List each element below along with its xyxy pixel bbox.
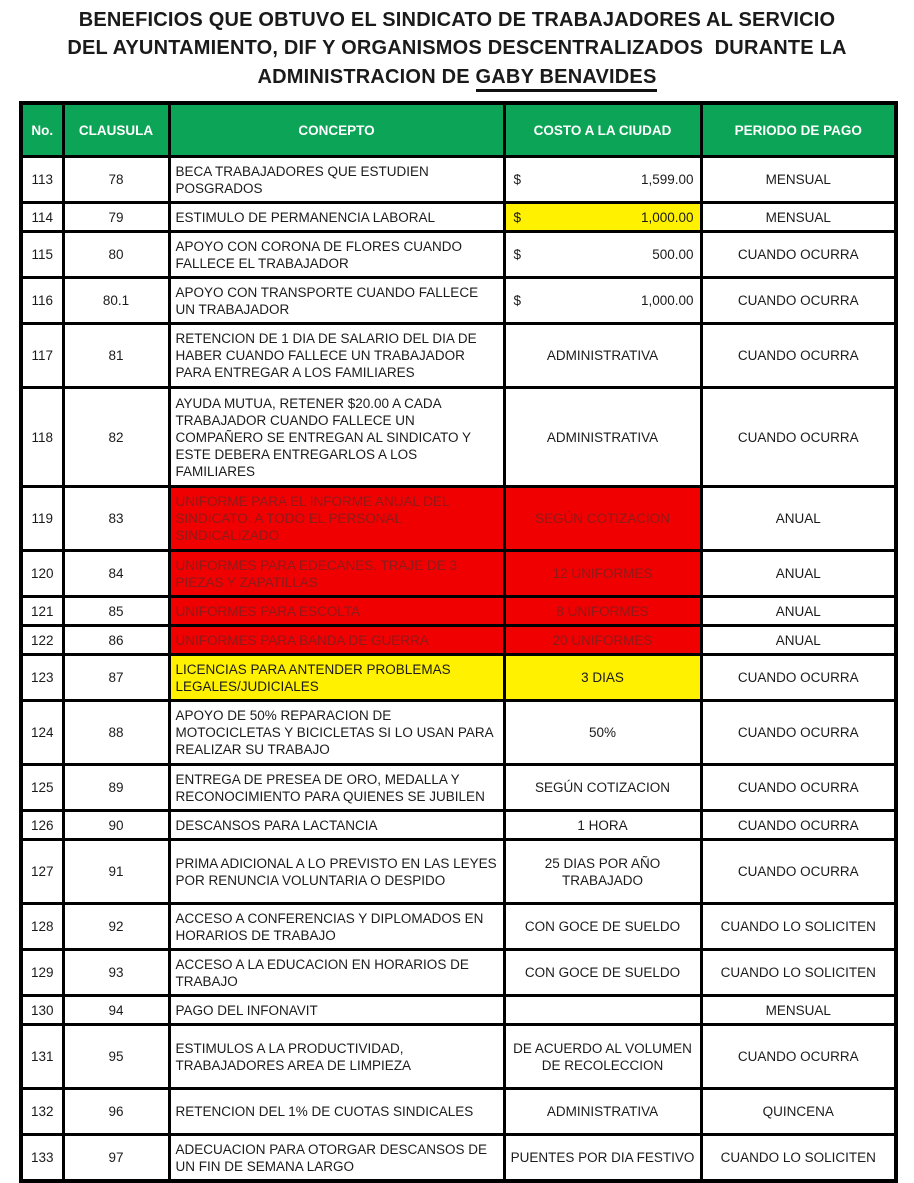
amount-value: 1,000.00 bbox=[640, 209, 694, 225]
benefits-table bbox=[19, 101, 898, 1183]
table-row bbox=[21, 487, 896, 551]
cell-no: 116 bbox=[21, 278, 63, 324]
cell-periodo: CUANDO OCURRA bbox=[701, 765, 896, 811]
table-row bbox=[21, 1089, 896, 1135]
cell-costo: 12 UNIFORMES bbox=[504, 551, 701, 597]
cell-clausula: 89 bbox=[63, 765, 169, 811]
cell-periodo: CUANDO OCURRA bbox=[701, 811, 896, 840]
cell-periodo: CUANDO LO SOLICITEN bbox=[701, 950, 896, 996]
table-row bbox=[21, 1135, 896, 1182]
cell-no: 125 bbox=[21, 765, 63, 811]
cell-no: 121 bbox=[21, 597, 63, 626]
cell-periodo: QUINCENA bbox=[701, 1089, 896, 1135]
table-row bbox=[21, 551, 896, 597]
table-row bbox=[21, 203, 896, 232]
cell-clausula: 93 bbox=[63, 950, 169, 996]
header-costo: COSTO A LA CIUDAD bbox=[504, 103, 701, 157]
cell-costo: SEGÚN COTIZACION bbox=[504, 765, 701, 811]
header-row bbox=[21, 103, 896, 157]
cell-clausula: 90 bbox=[63, 811, 169, 840]
cell-clausula: 94 bbox=[63, 996, 169, 1025]
cell-concepto: ADECUACION PARA OTORGAR DESCANSOS DE UN FIN DE SEMANA LARGO bbox=[169, 1135, 504, 1182]
cell-periodo: CUANDO OCURRA bbox=[701, 1025, 896, 1089]
table-body bbox=[21, 157, 896, 1182]
table-row bbox=[21, 655, 896, 701]
cell-clausula: 86 bbox=[63, 626, 169, 655]
title-line-3-prefix: ADMINISTRACION DE bbox=[257, 65, 476, 88]
cell-concepto: APOYO DE 50% REPARACION DE MOTOCICLETAS Y BICICLETAS SI LO USAN PARA REALIZAR SU TRABAJO bbox=[169, 701, 504, 765]
cell-no: 123 bbox=[21, 655, 63, 701]
cell-clausula: 85 bbox=[63, 597, 169, 626]
currency-symbol: $ bbox=[513, 172, 522, 188]
cell-periodo: CUANDO OCURRA bbox=[701, 388, 896, 487]
cell-costo: DE ACUERDO AL VOLUMEN DE RECOLECCION bbox=[504, 1025, 701, 1089]
cell-clausula: 91 bbox=[63, 840, 169, 904]
cell-no: 127 bbox=[21, 840, 63, 904]
table-row bbox=[21, 597, 896, 626]
cell-concepto: RETENCION DE 1 DIA DE SALARIO DEL DIA DE HABER CUANDO FALLECE UN TRABAJADOR PARA ENTREGAR A LOS FAMILIARES bbox=[169, 324, 504, 388]
cell-costo: 3 DIAS bbox=[504, 655, 701, 701]
cell-clausula: 97 bbox=[63, 1135, 169, 1182]
header-concepto: CONCEPTO bbox=[169, 103, 504, 157]
table-row bbox=[21, 950, 896, 996]
table-row bbox=[21, 324, 896, 388]
cell-costo: 8 UNIFORMES bbox=[504, 597, 701, 626]
cell-concepto: UNIFORMES PARA ESCOLTA bbox=[169, 597, 504, 626]
cell-periodo: CUANDO OCURRA bbox=[701, 655, 896, 701]
cell-periodo: ANUAL bbox=[701, 597, 896, 626]
cell-no: 131 bbox=[21, 1025, 63, 1089]
header-no: No. bbox=[21, 103, 63, 157]
cell-no: 130 bbox=[21, 996, 63, 1025]
cell-periodo: ANUAL bbox=[701, 626, 896, 655]
cell-periodo: CUANDO OCURRA bbox=[701, 324, 896, 388]
currency-symbol: $ bbox=[513, 209, 522, 225]
cell-costo: 1 HORA bbox=[504, 811, 701, 840]
cell-no: 114 bbox=[21, 203, 63, 232]
cell-periodo: MENSUAL bbox=[701, 996, 896, 1025]
cell-clausula: 82 bbox=[63, 388, 169, 487]
cell-concepto: AYUDA MUTUA, RETENER $20.00 A CADA TRABAJADOR CUANDO FALLECE UN COMPAÑERO SE ENTREGAN AL SINDICATO Y ESTE DEBERA ENTREGARLOS A LOS FAMILIARES bbox=[169, 388, 504, 487]
cell-concepto: APOYO CON TRANSPORTE CUANDO FALLECE UN TRABAJADOR bbox=[169, 278, 504, 324]
table-row bbox=[21, 840, 896, 904]
cell-periodo: ANUAL bbox=[701, 487, 896, 551]
cell-concepto: UNIFORMES PARA EDECANES, TRAJE DE 3 PIEZAS Y ZAPATILLAS bbox=[169, 551, 504, 597]
cell-concepto: APOYO CON CORONA DE FLORES CUANDO FALLECE EL TRABAJADOR bbox=[169, 232, 504, 278]
cell-costo: 50% bbox=[504, 701, 701, 765]
currency-symbol: $ bbox=[513, 293, 522, 309]
cell-clausula: 95 bbox=[63, 1025, 169, 1089]
title-line-2: DEL AYUNTAMIENTO, DIF Y ORGANISMOS DESCENTRALIZADOS DURANTE LA bbox=[67, 37, 847, 60]
cell-no: 122 bbox=[21, 626, 63, 655]
cell-concepto: ENTREGA DE PRESEA DE ORO, MEDALLA Y RECONOCIMIENTO PARA QUIENES SE JUBILEN bbox=[169, 765, 504, 811]
cell-concepto: UNIFORMES PARA BANDA DE GUERRA bbox=[169, 626, 504, 655]
table-row bbox=[21, 157, 896, 203]
cell-no: 115 bbox=[21, 232, 63, 278]
cell-costo: PUENTES POR DIA FESTIVO bbox=[504, 1135, 701, 1182]
cell-costo: 20 UNIFORMES bbox=[504, 626, 701, 655]
cell-costo: CON GOCE DE SUELDO bbox=[504, 904, 701, 950]
document-title bbox=[14, 6, 900, 91]
table-row bbox=[21, 232, 896, 278]
cell-periodo: MENSUAL bbox=[701, 157, 896, 203]
cell-concepto: DESCANSOS PARA LACTANCIA bbox=[169, 811, 504, 840]
cell-periodo: ANUAL bbox=[701, 551, 896, 597]
header-clausula: CLAUSULA bbox=[63, 103, 169, 157]
cell-costo bbox=[504, 232, 701, 278]
cell-no: 129 bbox=[21, 950, 63, 996]
cell-periodo: CUANDO LO SOLICITEN bbox=[701, 904, 896, 950]
cell-no: 126 bbox=[21, 811, 63, 840]
cell-no: 128 bbox=[21, 904, 63, 950]
cell-periodo: CUANDO OCURRA bbox=[701, 278, 896, 324]
cell-concepto: LICENCIAS PARA ANTENDER PROBLEMAS LEGALES/JUDICIALES bbox=[169, 655, 504, 701]
cell-no: 133 bbox=[21, 1135, 63, 1182]
table-row bbox=[21, 626, 896, 655]
cell-no: 117 bbox=[21, 324, 63, 388]
table-row bbox=[21, 1025, 896, 1089]
cell-costo bbox=[504, 278, 701, 324]
cell-clausula: 81 bbox=[63, 324, 169, 388]
cell-no: 120 bbox=[21, 551, 63, 597]
table-row bbox=[21, 904, 896, 950]
cell-concepto: PAGO DEL INFONAVIT bbox=[169, 996, 504, 1025]
cell-costo bbox=[504, 203, 701, 232]
cell-clausula: 80.1 bbox=[63, 278, 169, 324]
table-header bbox=[21, 103, 896, 157]
cell-costo bbox=[504, 157, 701, 203]
cell-costo: 25 DIAS POR AÑO TRABAJADO bbox=[504, 840, 701, 904]
cell-clausula: 80 bbox=[63, 232, 169, 278]
currency-symbol: $ bbox=[513, 247, 522, 263]
cell-costo: CON GOCE DE SUELDO bbox=[504, 950, 701, 996]
cell-clausula: 92 bbox=[63, 904, 169, 950]
cell-concepto: ESTIMULO DE PERMANENCIA LABORAL bbox=[169, 203, 504, 232]
title-line-1: BENEFICIOS QUE OBTUVO EL SINDICATO DE TRABAJADORES AL SERVICIO bbox=[78, 9, 836, 31]
amount-value: 1,000.00 bbox=[640, 293, 694, 309]
table-row bbox=[21, 765, 896, 811]
cell-no: 132 bbox=[21, 1089, 63, 1135]
cell-clausula: 79 bbox=[63, 203, 169, 232]
cell-concepto: RETENCION DEL 1% DE CUOTAS SINDICALES bbox=[169, 1089, 504, 1135]
cell-clausula: 87 bbox=[63, 655, 169, 701]
cell-costo: ADMINISTRATIVA bbox=[504, 324, 701, 388]
cell-costo: SEGÚN COTIZACION bbox=[504, 487, 701, 551]
table-row bbox=[21, 811, 896, 840]
document-page bbox=[0, 6, 914, 1174]
cell-periodo: CUANDO OCURRA bbox=[701, 701, 896, 765]
title-underlined-name: GABY BENAVIDES bbox=[476, 66, 657, 92]
table-row bbox=[21, 388, 896, 487]
cell-periodo: CUANDO LO SOLICITEN bbox=[701, 1135, 896, 1182]
cell-concepto: BECA TRABAJADORES QUE ESTUDIEN POSGRADOS bbox=[169, 157, 504, 203]
cell-clausula: 84 bbox=[63, 551, 169, 597]
table-row bbox=[21, 278, 896, 324]
cell-clausula: 88 bbox=[63, 701, 169, 765]
cell-clausula: 96 bbox=[63, 1089, 169, 1135]
cell-concepto: UNIFORME PARA EL INFORME ANUAL DEL SINDICATO. A TODO EL PERSONAL SINDICALIZADO bbox=[169, 487, 504, 551]
cell-costo: ADMINISTRATIVA bbox=[504, 388, 701, 487]
cell-periodo: MENSUAL bbox=[701, 203, 896, 232]
cell-no: 119 bbox=[21, 487, 63, 551]
cell-periodo: CUANDO OCURRA bbox=[701, 232, 896, 278]
table-row bbox=[21, 701, 896, 765]
cell-no: 118 bbox=[21, 388, 63, 487]
cell-costo: ADMINISTRATIVA bbox=[504, 1089, 701, 1135]
cell-concepto: ACCESO A LA EDUCACION EN HORARIOS DE TRABAJO bbox=[169, 950, 504, 996]
cell-concepto: ESTIMULOS A LA PRODUCTIVIDAD, TRABAJADORES AREA DE LIMPIEZA bbox=[169, 1025, 504, 1089]
header-periodo: PERIODO DE PAGO bbox=[701, 103, 896, 157]
cell-periodo: CUANDO OCURRA bbox=[701, 840, 896, 904]
cell-clausula: 83 bbox=[63, 487, 169, 551]
cell-costo bbox=[504, 996, 701, 1025]
amount-value: 500.00 bbox=[652, 247, 694, 263]
table-row bbox=[21, 996, 896, 1025]
amount-value: 1,599.00 bbox=[640, 172, 694, 188]
cell-concepto: PRIMA ADICIONAL A LO PREVISTO EN LAS LEYES POR RENUNCIA VOLUNTARIA O DESPIDO bbox=[169, 840, 504, 904]
cell-no: 124 bbox=[21, 701, 63, 765]
cell-no: 113 bbox=[21, 157, 63, 203]
cell-clausula: 78 bbox=[63, 157, 169, 203]
cell-concepto: ACCESO A CONFERENCIAS Y DIPLOMADOS EN HORARIOS DE TRABAJO bbox=[169, 904, 504, 950]
